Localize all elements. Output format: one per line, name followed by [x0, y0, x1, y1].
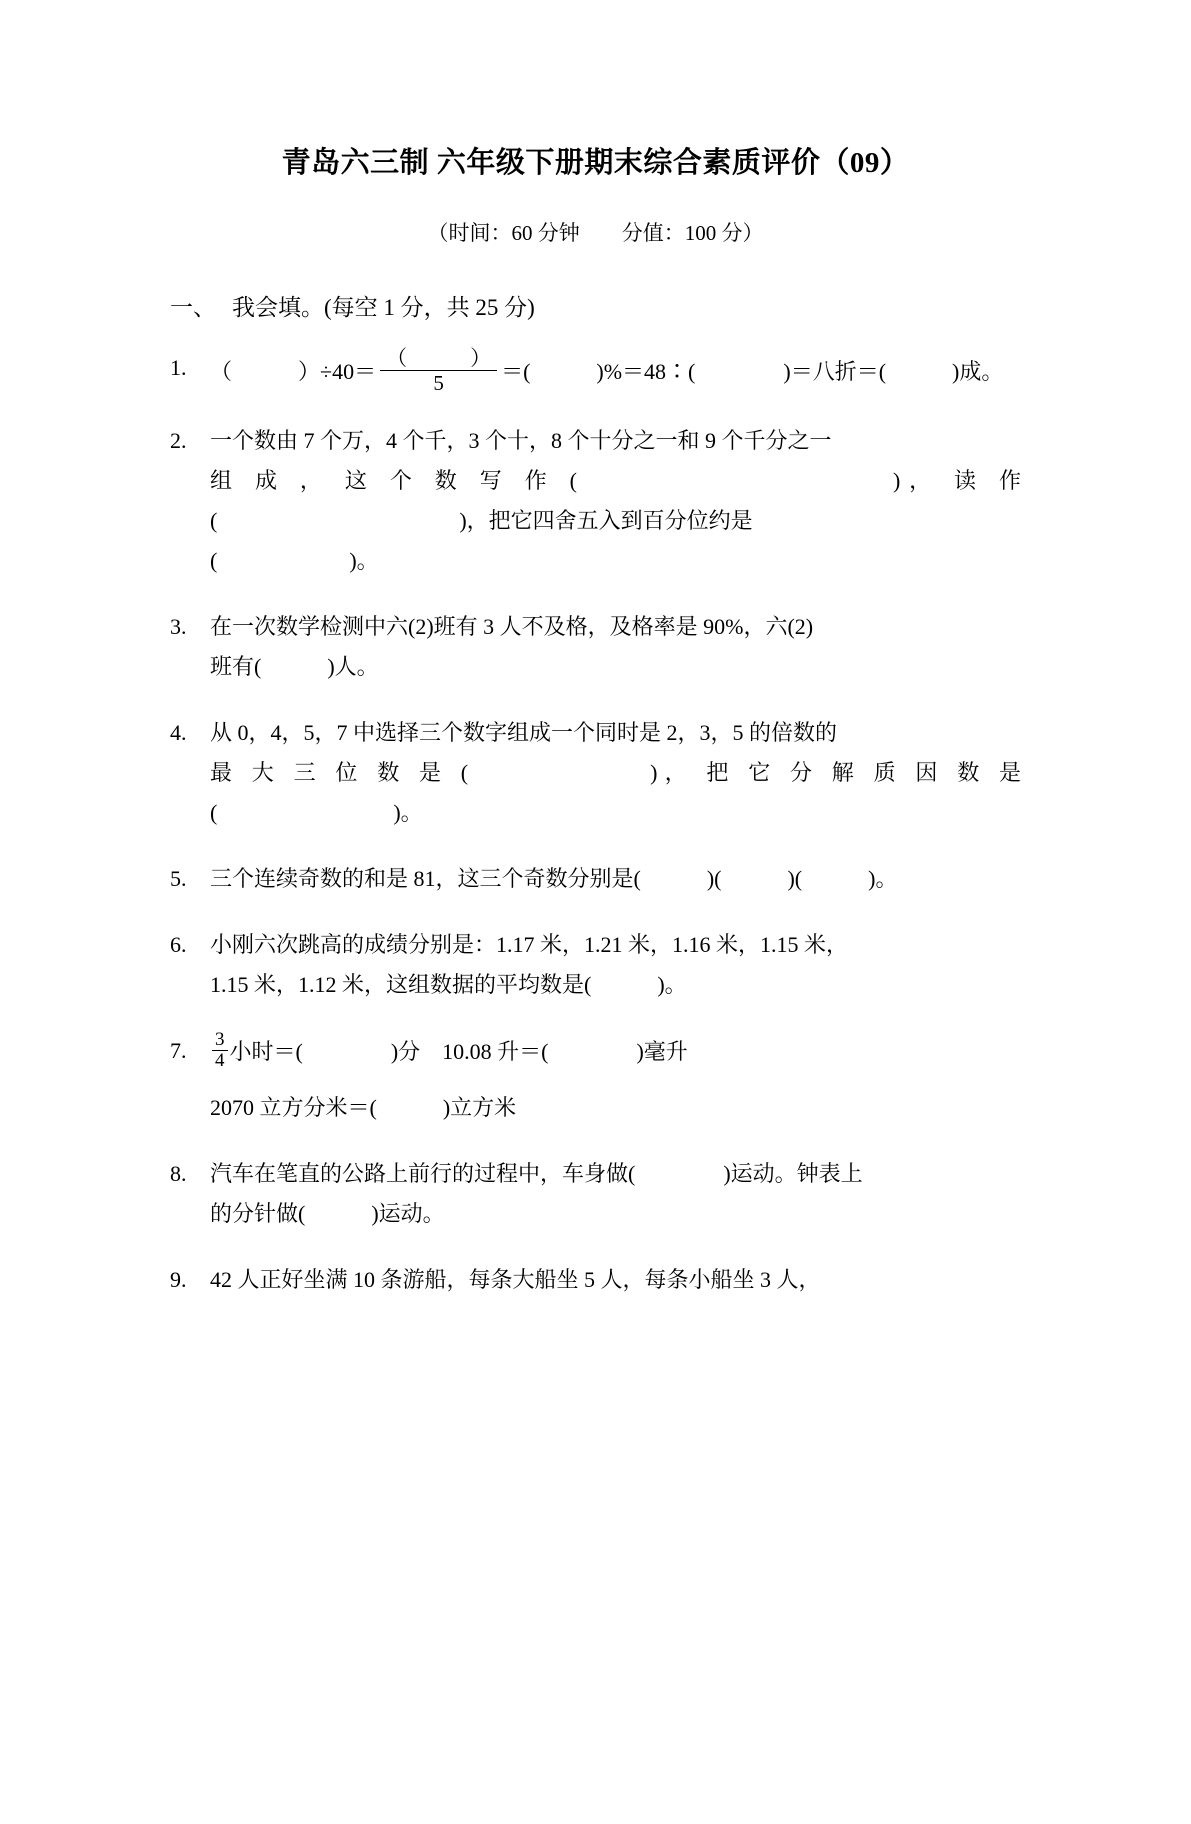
question-8-line-1: 汽车在笔直的公路上前行的过程中，车身做( )运动。钟表上: [210, 1160, 863, 1186]
question-3-line-2: 班有( )人。: [210, 654, 379, 680]
question-3: [170, 607, 1021, 687]
q1-part-1: （ ）÷40＝: [210, 358, 377, 384]
question-6-line-1: 小刚六次跳高的成绩分别是：1.17 米，1.21 米，1.16 米，1.15 米，: [210, 932, 849, 958]
question-number: 3.: [170, 614, 187, 640]
section-heading-one: [170, 289, 1021, 322]
question-number: 8.: [170, 1160, 187, 1186]
section-number: 一、: [170, 295, 216, 320]
question-2-line-1: 一个数由 7 个万，4 个千，3 个十，8 个十分之一和 9 个千分之一: [210, 428, 832, 454]
question-4-line-3: ( )。: [210, 800, 423, 826]
fraction-numerator: 3: [215, 1029, 225, 1051]
question-6-line-2: 1.15 米，1.12 米，这组数据的平均数是( )。: [210, 972, 687, 998]
question-9: [170, 1260, 1021, 1300]
fraction-q1: [380, 347, 497, 394]
question-7-line-1: [210, 1031, 1021, 1072]
q1-part-2: ＝( )%＝48∶( )＝八折＝( )成。: [501, 358, 1004, 384]
question-2-line-4: ( )。: [210, 548, 379, 574]
question-number: 9.: [170, 1266, 187, 1292]
question-5-line-1: 三个连续奇数的和是 81，这三个奇数分别是( )( )( )。: [210, 866, 898, 892]
question-1-line: [210, 348, 1021, 395]
page-title: 青岛六三制 六年级下册期末综合素质评价（09）: [281, 147, 910, 179]
fraction-numerator: （ ）: [386, 346, 492, 370]
question-7: [170, 1031, 1021, 1128]
question-6: [170, 925, 1021, 1005]
section-label: 我会填。(每空 1 分，共 25 分): [232, 295, 535, 320]
question-4-line-2: 最 大 三 位 数 是 ( )， 把 它 分 解 质 因 数 是: [210, 760, 1021, 786]
fraction-denominator: 5: [380, 370, 497, 394]
question-2-line-3: ( )，把它四舍五入到百分位约是: [210, 508, 753, 534]
question-9-line-1: 42 人正好坐满 10 条游船，每条大船坐 5 人，每条小船坐 3 人，: [210, 1266, 821, 1292]
exam-page: [0, 140, 1191, 1824]
question-number: 2.: [170, 428, 187, 454]
question-2-line-2: 组 成 ， 这 个 数 写 作 ( )， 读 作: [210, 468, 1021, 494]
question-3-line-1: 在一次数学检测中六(2)班有 3 人不及格，及格率是 90%，六(2): [210, 614, 814, 640]
question-number: 4.: [170, 720, 187, 746]
question-5: [170, 859, 1021, 899]
question-number: 7.: [170, 1038, 187, 1064]
question-7-line-2: 2070 立方分米＝( )立方米: [210, 1094, 517, 1120]
exam-meta-line: （时间：60 分钟 分值：100 分）: [427, 221, 764, 245]
question-1: [170, 348, 1021, 395]
question-number: 5.: [170, 866, 187, 892]
question-8: [170, 1154, 1021, 1234]
fraction-denominator: 4: [212, 1050, 228, 1071]
question-4-line-1: 从 0，4，5，7 中选择三个数字组成一个同时是 2，3，5 的倍数的: [210, 720, 838, 746]
fraction-q7: [212, 1030, 228, 1071]
question-number: 1.: [170, 355, 187, 380]
question-4: [170, 713, 1021, 833]
question-number: 6.: [170, 932, 187, 958]
question-8-line-2: 的分针做( )运动。: [210, 1200, 445, 1226]
q7-text-after-fraction: 小时＝( )分 10.08 升＝( )毫升: [229, 1038, 688, 1064]
question-2: [170, 421, 1021, 581]
